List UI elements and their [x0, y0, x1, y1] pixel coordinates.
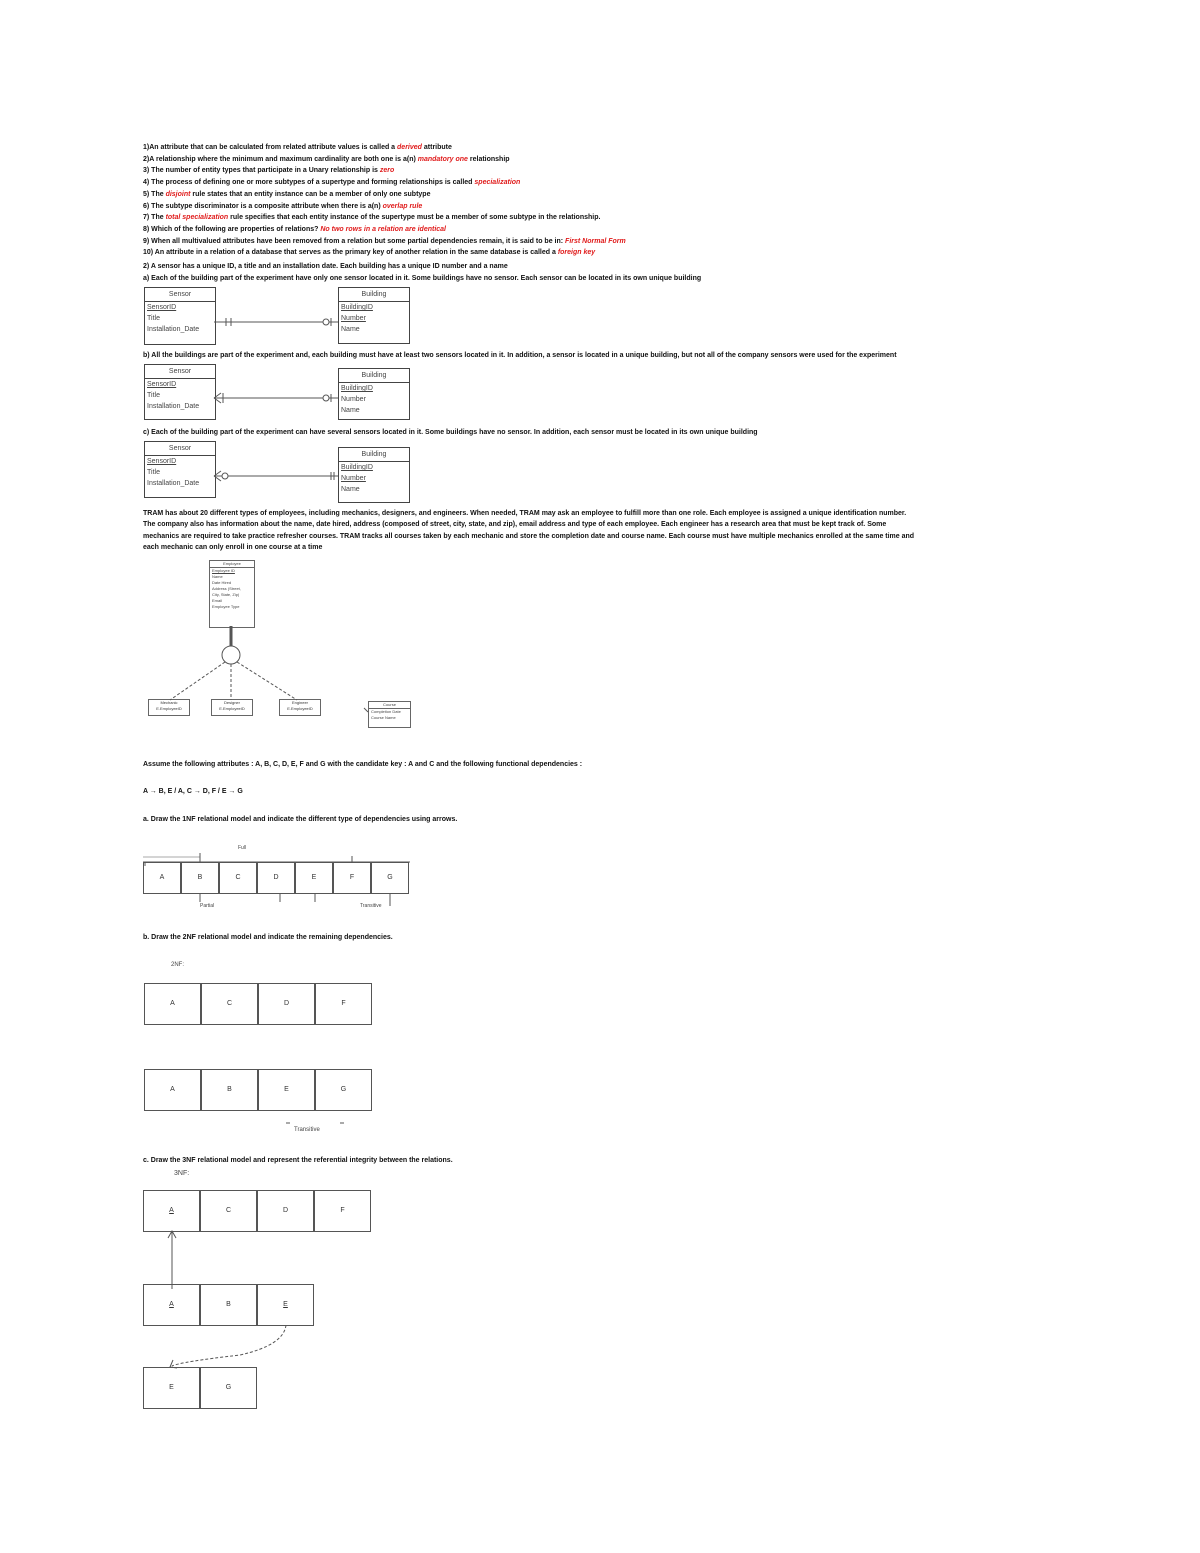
- answer-text: total specialization: [165, 214, 229, 222]
- course-entity: Course Completion Date Course Name: [368, 701, 411, 728]
- answer-text: mandatory one: [417, 155, 468, 163]
- 2nf-label: 2NF:: [171, 962, 185, 968]
- question-text: 5) The: [143, 190, 166, 198]
- question-text: 7) The: [143, 214, 166, 222]
- answer-text: No two rows in a relation are identical: [320, 225, 446, 233]
- subtype-title: Designer: [223, 700, 240, 705]
- relation-attribute-cell: E: [143, 1367, 200, 1409]
- question-a: a. Draw the 1NF relational model and indicate the different type of dependencies using arrows.: [143, 816, 458, 823]
- relation-attribute-cell: F: [333, 862, 371, 894]
- relation-attribute-cell: C: [200, 1190, 257, 1232]
- partial-label: Partial: [200, 903, 215, 909]
- part-b-text: b) All the buildings are part of the experiment and, each building must have at least two sensors located in it. In addition, a sensor is located in a unique building, but not all of the company sensors were used for the experiment: [143, 352, 897, 359]
- tram-line-4: each mechanic can only enroll in one course at a time: [143, 544, 323, 551]
- question-c: c. Draw the 3NF relational model and represent the referential integrity between the relations.: [143, 1157, 453, 1164]
- question-text: 2)A relationship where the minimum and maximum cardinality are both one is a(n): [143, 155, 418, 163]
- question-text: 6) The subtype discriminator is a composite attribute when there is a(n): [143, 202, 383, 210]
- tram-line-3: mechanics are required to take practice refresher courses. TRAM tracks all courses taken by each mechanic and store the completion date and course name. Each course must have multiple mechanics enrolled at the same time and: [143, 533, 915, 540]
- question-text: 10) An attribute in a relation of a database that serves as the primary key of another relation in the same database is called a: [143, 249, 558, 257]
- q2-intro: 2) A sensor has a unique ID, a title and an installation date. Each building has a unique ID number and a name: [143, 263, 508, 270]
- relation-attribute-cell: G: [315, 1069, 372, 1111]
- question-text: 8) Which of the following are properties of relations?: [143, 225, 321, 233]
- relation-attribute-cell: C: [201, 983, 258, 1025]
- answer-text: overlap rule: [382, 202, 423, 210]
- answer-text: specialization: [474, 179, 521, 187]
- relation-attribute-cell: E: [257, 1284, 314, 1326]
- relation-attribute-cell: C: [219, 862, 257, 894]
- employee-attribute: Email: [212, 598, 223, 603]
- subtype-attribute: E.EmployeeID: [219, 706, 245, 711]
- relation-attribute-cell: D: [257, 1190, 314, 1232]
- relation-attribute-cell: A: [144, 983, 201, 1025]
- tram-line-2: The company also has information about the name, date hired, address (composed of street, city, state, and zip), email address and type of each employee. Each engineer has a research area that must be kept track of. Some: [143, 521, 887, 528]
- transitive-label-1nf: Transitive: [360, 903, 382, 909]
- answer-text: disjoint: [165, 190, 191, 198]
- question-b: b. Draw the 2NF relational model and indicate the remaining dependencies.: [143, 934, 393, 941]
- full-label: Full: [238, 845, 247, 851]
- building-entity-b: Building BuildingID Number Name: [338, 368, 410, 420]
- relation-attribute-cell: D: [257, 862, 295, 894]
- employee-attribute: Address (Street,: [212, 586, 241, 591]
- employee-attribute: Employee Type: [212, 604, 240, 609]
- relation-attribute-cell: A: [143, 1190, 200, 1232]
- relation-attribute-cell: F: [315, 983, 372, 1025]
- relation-attribute-cell: E: [295, 862, 333, 894]
- relation-attribute-cell: A: [143, 1284, 200, 1326]
- question-text-end: rule states that an entity instance can be a member of only one subtype: [190, 190, 431, 198]
- question-text: 9) When all multivalued attributes have been removed from a relation but some partial dependencies remain, it is said to be in:: [143, 237, 566, 245]
- relation-attribute-cell: G: [200, 1367, 257, 1409]
- employee-attribute: City, State, Zip): [212, 592, 240, 597]
- question-text: 3) The number of entity types that participate in a Unary relationship is: [143, 167, 380, 175]
- employee-attribute: Employee ID: [212, 568, 235, 573]
- relation-attribute-cell: E: [258, 1069, 315, 1111]
- building-entity-c: Building BuildingID Number Name: [338, 447, 410, 503]
- answer-text: derived: [397, 144, 422, 151]
- subtype-attribute: E.EmployeeID: [287, 706, 313, 711]
- functional-dependencies: A → B, E / A, C → D, F / E → G: [143, 788, 243, 795]
- building-entity-a: Building BuildingID Number Name: [338, 287, 410, 344]
- subtype-title: Engineer: [291, 700, 308, 705]
- assume-text: Assume the following attributes : A, B, C, D, E, F and G with the candidate key : A and C and the following functional dependencies :: [143, 761, 583, 768]
- relation-attribute-cell: B: [201, 1069, 258, 1111]
- sensor-entity-a: Sensor SensorID Title Installation_Date: [144, 287, 216, 345]
- question-text: 1)An attribute that can be calculated from related attribute values is called a: [143, 144, 398, 151]
- answer-text: foreign key: [557, 249, 596, 257]
- 3nf-label: 3NF:: [174, 1170, 190, 1177]
- employee-attribute: Name: [212, 574, 223, 579]
- subtype-attribute: E.EmployeeID: [156, 706, 182, 711]
- part-c-text: c) Each of the building part of the experiment can have several sensors located in it. Some buildings have no sensor. In addition, each sensor must be located in its own unique building: [143, 429, 758, 436]
- answer-text: zero: [379, 167, 395, 175]
- part-a-text: a) Each of the building part of the experiment have only one sensor located in it. Some buildings have no sensor. Each sensor can be located in its own unique building: [143, 275, 702, 282]
- relation-attribute-cell: G: [371, 862, 409, 894]
- subtype-title: Mechanic: [160, 700, 178, 705]
- answer-text: First Normal Form: [565, 237, 626, 245]
- relation-attribute-cell: B: [181, 862, 219, 894]
- question-text-end: relationship: [467, 155, 510, 163]
- relation-attribute-cell: B: [200, 1284, 257, 1326]
- relation-attribute-cell: D: [258, 983, 315, 1025]
- tram-line-1: TRAM has about 20 different types of employees, including mechanics, designers, and engineers. When needed, TRAM may ask an employee to fulfill more than one role. Each employee is assigned a unique identification number.: [143, 510, 907, 517]
- sensor-entity-b: Sensor SensorID Title Installation_Date: [144, 364, 216, 420]
- relation-attribute-cell: F: [314, 1190, 371, 1232]
- question-text-end: attribute: [421, 144, 452, 151]
- question-text-end: rule specifies that each entity instance of the supertype must be a member of some subtype in the relationship.: [228, 214, 601, 222]
- question-text: 4) The process of defining one or more subtypes of a supertype and forming relationships is called: [143, 179, 475, 187]
- transitive-label-2nf: Transitive: [294, 1127, 320, 1133]
- relation-attribute-cell: A: [143, 862, 181, 894]
- employee-attribute: Date Hired: [212, 580, 232, 585]
- employee-entity: Employee Employee ID Name Date Hired Address (Street, City, State, Zip) Email Employee Type: [209, 560, 255, 628]
- sensor-entity-c: Sensor SensorID Title Installation_Date: [144, 441, 216, 498]
- relation-attribute-cell: A: [144, 1069, 201, 1111]
